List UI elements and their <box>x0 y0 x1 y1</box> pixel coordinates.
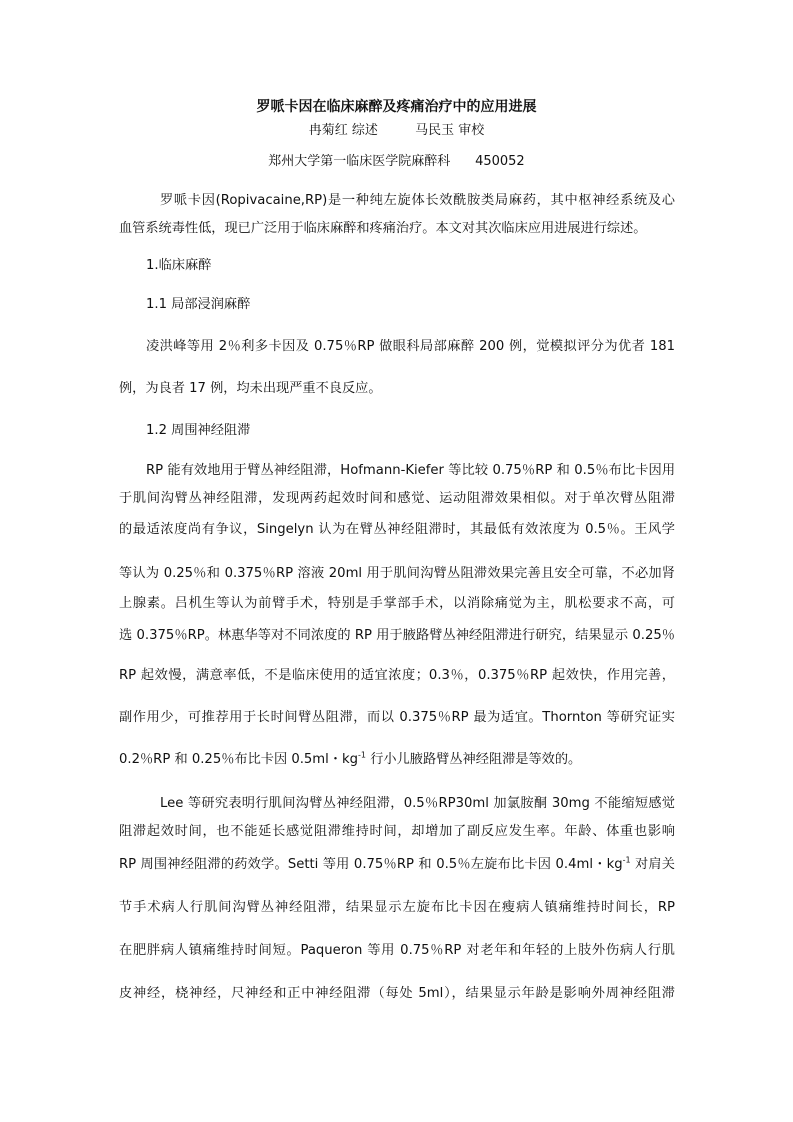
section-1-2-p1-line-6: 选 0.375％RP。林惠华等对不同浓度的 RP 用于腋路臂丛神经阻滞进行研究，结果显示 0.25％ <box>119 628 675 643</box>
text-segment: 0.2％RP 和 0.25％布比卡因 0.5ml・kg <box>119 752 359 767</box>
section-1-2-heading: 1.2 周围神经阻滞 <box>146 423 251 438</box>
section-1-heading: 1.临床麻醉 <box>146 258 212 273</box>
section-1-2-p2-line-6: 皮神经，桡神经，尺神经和正中神经阻滞（每处 5ml），结果显示年龄是影响外周神经阻滞 <box>119 986 675 1001</box>
text-segment: 行小儿腋路臂丛神经阻滞是等效的。 <box>366 752 582 767</box>
section-1-1-line-1: 凌洪峰等用 2％利多卡因及 0.75％RP 做眼科局部麻醉 200 例，觉模拟评分为优者 181 <box>146 339 675 354</box>
section-1-2-p2-line-4: 节手术病人行肌间沟臂丛神经阻滞，结果显示左旋布比卡因在瘦病人镇痛维持时间长，RP <box>119 900 675 915</box>
intro-line-1: 罗哌卡因(Ropivacaine,RP)是一种纯左旋体长效酰胺类局麻药，其中枢神经系统及心 <box>160 193 675 208</box>
section-1-2-p1-line-9 <box>119 751 581 769</box>
document-affiliation: 郑州大学第一临床医学院麻醉科 450052 <box>268 154 525 169</box>
section-1-2-p1-line-5: 上腺素。吕机生等认为前臂手术，特别是手掌部手术，以消除痛觉为主，肌松要求不高，可 <box>119 596 675 611</box>
superscript: -1 <box>358 750 367 760</box>
document-authors: 冉菊红 综述 马民玉 审校 <box>308 123 485 138</box>
superscript: -1 <box>622 855 631 865</box>
section-1-2-p2-line-2: 阻滞起效时间，也不能延长感觉阻滞维持时间，却增加了副反应发生率。年龄、体重也影响 <box>119 824 675 839</box>
document-title: 罗哌卡因在临床麻醉及疼痛治疗中的应用进展 <box>256 99 537 115</box>
section-1-1-line-2: 例，为良者 17 例，均未出现严重不良反应。 <box>119 381 382 396</box>
section-1-2-p1-line-4: 等认为 0.25％和 0.375％RP 溶液 20ml 用于肌间沟臂丛阻滞效果完善且安全可靠，不必加肾 <box>119 566 675 581</box>
section-1-2-p1-line-7: RP 起效慢，满意率低，不是临床使用的适宜浓度；0.3％，0.375％RP 起效快，作用完善， <box>119 668 675 683</box>
text-segment: RP 周围神经阻滞的药效学。Setti 等用 0.75％RP 和 0.5％左旋布比卡因 0.4ml・kg <box>119 857 623 872</box>
section-1-2-p1-line-2: 于肌间沟臂丛神经阻滞，发现两药起效时间和感觉、运动阻滞效果相似。对于单次臂丛阻滞 <box>119 491 675 506</box>
section-1-2-p1-line-8: 副作用少，可推荐用于长时间臂丛阻滞，而以 0.375％RP 最为适宜。Thornton 等研究证实 <box>119 710 675 725</box>
section-1-1-heading: 1.1 局部浸润麻醉 <box>146 297 251 312</box>
intro-line-2: 血管系统毒性低，现已广泛用于临床麻醉和疼痛治疗。本文对其次临床应用进展进行综述。 <box>119 221 647 236</box>
section-1-2-p2-line-5: 在肥胖病人镇痛维持时间短。Paqueron 等用 0.75％RP 对老年和年轻的上肢外伤病人行肌 <box>119 943 675 958</box>
section-1-2-p1-line-1: RP 能有效地用于臂丛神经阻滞，Hofmann-Kiefer 等比较 0.75％RP 和 0.5％布比卡因用 <box>146 463 675 478</box>
text-segment: 对肩关 <box>630 857 675 872</box>
section-1-2-p2-line-1: Lee 等研究表明行肌间沟臂丛神经阻滞，0.5％RP30ml 加氯胺酮 30mg 不能缩短感觉 <box>160 796 675 811</box>
section-1-2-p1-line-3: 的最适浓度尚有争议，Singelyn 认为在臂丛神经阻滞时，其最低有效浓度为 0.5％。王风学 <box>119 522 675 537</box>
section-1-2-p2-line-3 <box>119 856 675 874</box>
